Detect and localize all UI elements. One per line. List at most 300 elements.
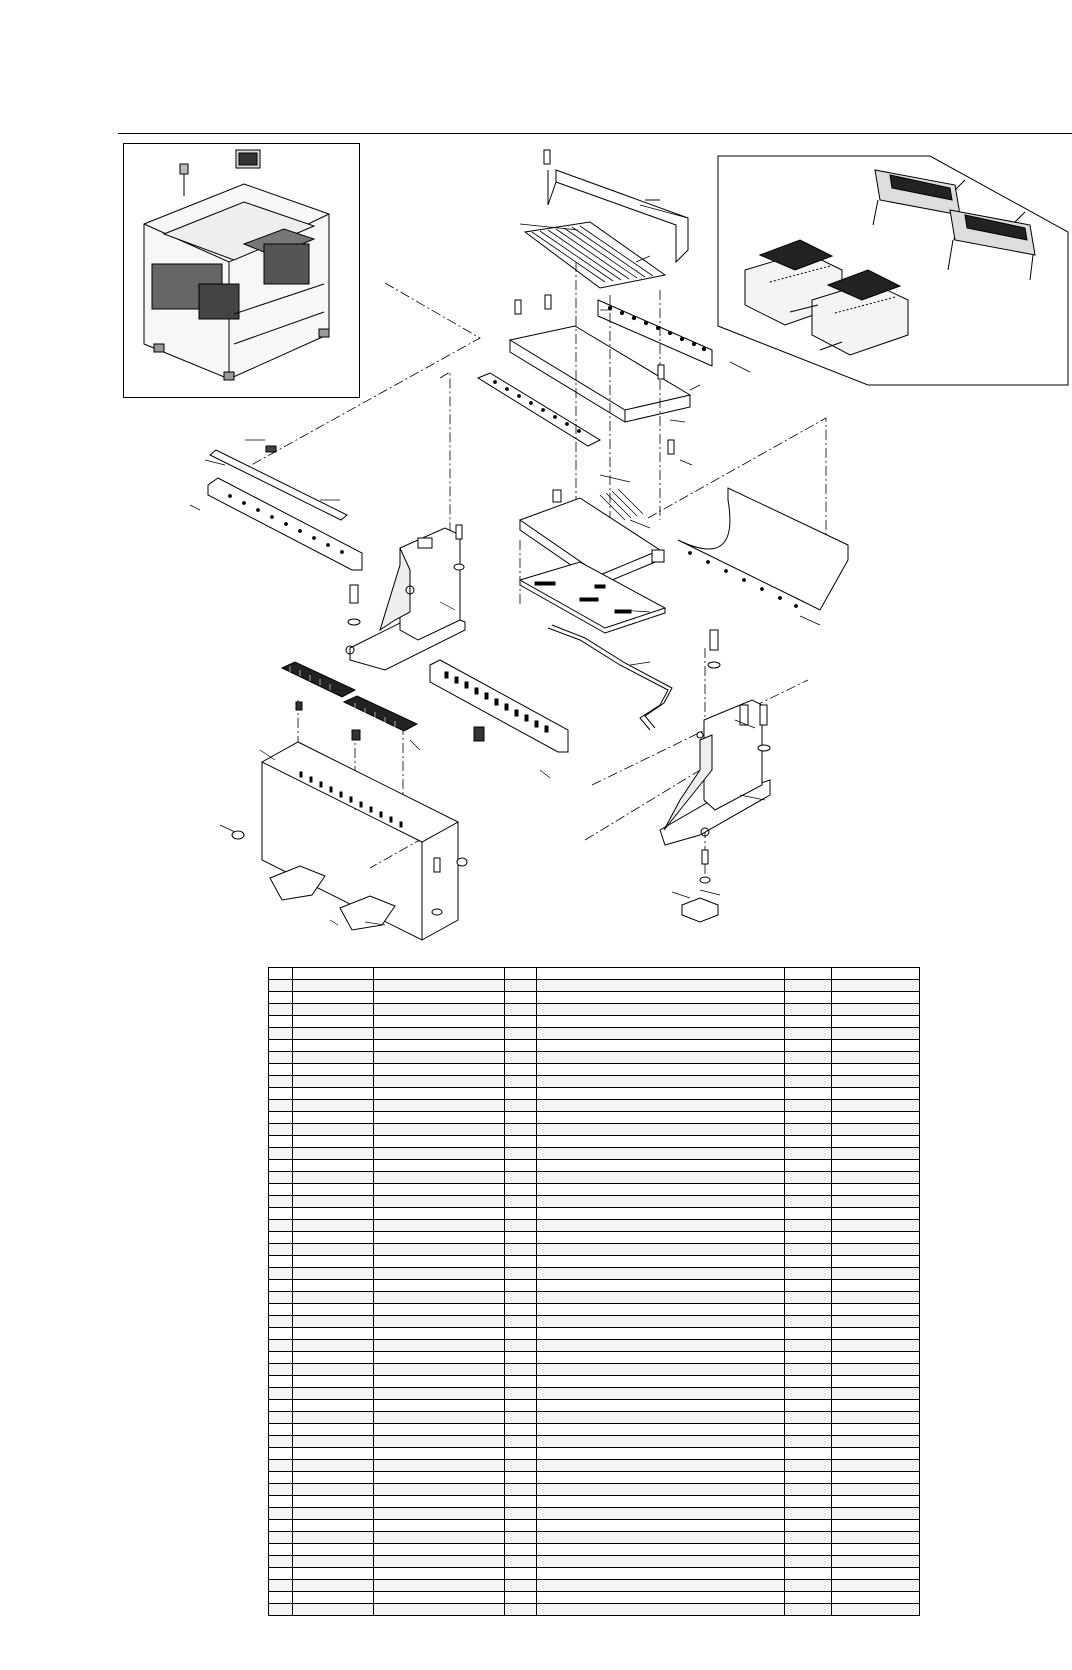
table-cell — [537, 968, 785, 980]
table-row — [269, 1604, 920, 1616]
table-cell — [832, 1472, 920, 1484]
table-cell — [269, 1436, 293, 1448]
table-cell — [537, 1472, 785, 1484]
table-row — [269, 1496, 920, 1508]
table-cell — [537, 1424, 785, 1436]
table-row — [269, 1304, 920, 1316]
table-cell — [293, 1268, 374, 1280]
table-cell — [785, 1100, 832, 1112]
table-cell — [832, 1340, 920, 1352]
table-cell — [374, 1400, 505, 1412]
table-row — [269, 1244, 920, 1256]
table-cell — [505, 1292, 537, 1304]
table-cell — [269, 1556, 293, 1568]
table-cell — [537, 1160, 785, 1172]
table-cell — [785, 1388, 832, 1400]
table-cell — [293, 1352, 374, 1364]
table-cell — [832, 1436, 920, 1448]
table-cell — [537, 1460, 785, 1472]
table-cell — [505, 1400, 537, 1412]
table-cell — [832, 1292, 920, 1304]
table-cell — [832, 992, 920, 1004]
table-cell — [537, 1448, 785, 1460]
table-cell — [537, 1292, 785, 1304]
table-cell — [785, 1604, 832, 1616]
table-cell — [505, 1100, 537, 1112]
table-row — [269, 1340, 920, 1352]
table-cell — [832, 1304, 920, 1316]
table-cell — [269, 1604, 293, 1616]
table-cell — [832, 980, 920, 992]
table-cell — [269, 1124, 293, 1136]
table-cell — [374, 1364, 505, 1376]
table-cell — [785, 980, 832, 992]
table-cell — [832, 1196, 920, 1208]
table-cell — [293, 1076, 374, 1088]
table-cell — [293, 1052, 374, 1064]
table-cell — [269, 1208, 293, 1220]
table-cell — [293, 1292, 374, 1304]
table-cell — [537, 1136, 785, 1148]
table-cell — [537, 1376, 785, 1388]
table-cell — [537, 1052, 785, 1064]
table-cell — [293, 1124, 374, 1136]
table-cell — [374, 1160, 505, 1172]
table-cell — [293, 1340, 374, 1352]
table-cell — [537, 1184, 785, 1196]
table-cell — [505, 1220, 537, 1232]
table-cell — [832, 1208, 920, 1220]
table-cell — [374, 1340, 505, 1352]
table-cell — [537, 1196, 785, 1208]
table-cell — [374, 1448, 505, 1460]
table-cell — [785, 1364, 832, 1376]
table-cell — [537, 1556, 785, 1568]
table-cell — [269, 1496, 293, 1508]
table-cell — [832, 1220, 920, 1232]
table-cell — [505, 1376, 537, 1388]
table-row — [269, 1424, 920, 1436]
table-cell — [505, 980, 537, 992]
table-cell — [505, 1508, 537, 1520]
table-cell — [293, 1580, 374, 1592]
table-cell — [374, 1076, 505, 1088]
table-cell — [269, 1484, 293, 1496]
table-cell — [505, 1232, 537, 1244]
table-cell — [293, 1436, 374, 1448]
table-row — [269, 980, 920, 992]
table-cell — [269, 1412, 293, 1424]
table-cell — [269, 1280, 293, 1292]
table-cell — [269, 1328, 293, 1340]
table-cell — [537, 1256, 785, 1268]
table-cell — [505, 1256, 537, 1268]
table-row — [269, 1184, 920, 1196]
table-cell — [269, 1292, 293, 1304]
table-cell — [269, 1088, 293, 1100]
table-cell — [269, 1112, 293, 1124]
table-cell — [293, 1256, 374, 1268]
table-cell — [269, 1172, 293, 1184]
table-row — [269, 1160, 920, 1172]
table-cell — [269, 1100, 293, 1112]
table-cell — [269, 1076, 293, 1088]
table-cell — [832, 1172, 920, 1184]
table-cell — [537, 1172, 785, 1184]
table-cell — [374, 1424, 505, 1436]
table-cell — [785, 1112, 832, 1124]
table-cell — [785, 1004, 832, 1016]
table-cell — [537, 1412, 785, 1424]
table-cell — [505, 1352, 537, 1364]
table-cell — [785, 1256, 832, 1268]
table-cell — [537, 1604, 785, 1616]
table-cell — [374, 1040, 505, 1052]
table-cell — [505, 1448, 537, 1460]
table-cell — [269, 1052, 293, 1064]
table-cell — [374, 1412, 505, 1424]
table-row — [269, 1076, 920, 1088]
feeder-bank-options-inset — [718, 156, 1068, 385]
table-cell — [537, 1220, 785, 1232]
table-cell — [505, 1580, 537, 1592]
table-cell — [832, 1028, 920, 1040]
table-row — [269, 1328, 920, 1340]
table-cell — [785, 1208, 832, 1220]
table-cell — [269, 1544, 293, 1556]
table-cell — [269, 1400, 293, 1412]
table-cell — [832, 1532, 920, 1544]
table-cell — [785, 1244, 832, 1256]
table-cell — [785, 1016, 832, 1028]
table-cell — [505, 1244, 537, 1256]
table-row — [269, 968, 920, 980]
table-row — [269, 992, 920, 1004]
table-cell — [269, 1256, 293, 1268]
table-row — [269, 1364, 920, 1376]
table-row — [269, 1028, 920, 1040]
table-cell — [269, 992, 293, 1004]
table-cell — [537, 1316, 785, 1328]
table-cell — [537, 1592, 785, 1604]
table-row — [269, 1172, 920, 1184]
table-cell — [269, 1532, 293, 1544]
table-cell — [269, 1340, 293, 1352]
table-cell — [785, 1040, 832, 1052]
table-cell — [785, 1352, 832, 1364]
table-cell — [269, 1028, 293, 1040]
table-cell — [293, 1484, 374, 1496]
table-cell — [293, 1328, 374, 1340]
table-cell — [293, 1244, 374, 1256]
table-cell — [537, 1076, 785, 1088]
table-cell — [537, 1040, 785, 1052]
table-cell — [293, 1028, 374, 1040]
table-cell — [785, 1568, 832, 1580]
table-cell — [537, 1580, 785, 1592]
table-cell — [293, 1172, 374, 1184]
table-cell — [785, 1316, 832, 1328]
table-cell — [293, 1148, 374, 1160]
table-cell — [785, 1136, 832, 1148]
table-cell — [505, 1196, 537, 1208]
table-cell — [374, 1520, 505, 1532]
table-cell — [374, 1220, 505, 1232]
table-cell — [269, 1460, 293, 1472]
table-cell — [269, 1004, 293, 1016]
table-cell — [785, 1544, 832, 1556]
table-cell — [269, 1148, 293, 1160]
table-cell — [537, 1280, 785, 1292]
table-cell — [785, 1472, 832, 1484]
table-cell — [374, 1052, 505, 1064]
table-cell — [505, 1124, 537, 1136]
table-cell — [374, 1148, 505, 1160]
table-row — [269, 1520, 920, 1532]
table-cell — [785, 1304, 832, 1316]
table-row — [269, 1388, 920, 1400]
table-cell — [293, 1472, 374, 1484]
table-cell — [374, 1604, 505, 1616]
table-cell — [293, 1520, 374, 1532]
table-cell — [293, 1388, 374, 1400]
table-row — [269, 1580, 920, 1592]
table-cell — [374, 968, 505, 980]
table-cell — [293, 980, 374, 992]
table-cell — [269, 1040, 293, 1052]
table-cell — [293, 1496, 374, 1508]
table-cell — [832, 1256, 920, 1268]
table-cell — [537, 1016, 785, 1028]
table-cell — [832, 1124, 920, 1136]
table-row — [269, 1448, 920, 1460]
table-cell — [785, 1172, 832, 1184]
table-cell — [832, 1412, 920, 1424]
table-row — [269, 1568, 920, 1580]
table-cell — [374, 1460, 505, 1472]
table-cell — [374, 1208, 505, 1220]
table-row — [269, 1064, 920, 1076]
table-row — [269, 1316, 920, 1328]
table-cell — [832, 1376, 920, 1388]
table-cell — [537, 1148, 785, 1160]
table-cell — [505, 1424, 537, 1436]
table-cell — [293, 968, 374, 980]
table-cell — [537, 1496, 785, 1508]
table-cell — [269, 980, 293, 992]
table-row — [269, 1256, 920, 1268]
table-cell — [785, 1520, 832, 1532]
table-cell — [537, 1088, 785, 1100]
table-cell — [293, 1112, 374, 1124]
table-cell — [537, 1232, 785, 1244]
table-cell — [505, 1280, 537, 1292]
table-cell — [269, 1244, 293, 1256]
table-cell — [537, 1532, 785, 1544]
table-cell — [832, 1100, 920, 1112]
table-row — [269, 1556, 920, 1568]
table-cell — [505, 968, 537, 980]
table-cell — [374, 1232, 505, 1244]
table-cell — [374, 1376, 505, 1388]
table-cell — [269, 1304, 293, 1316]
table-cell — [832, 1088, 920, 1100]
table-cell — [832, 1352, 920, 1364]
table-cell — [293, 1376, 374, 1388]
table-cell — [832, 1604, 920, 1616]
table-cell — [537, 1364, 785, 1376]
table-cell — [505, 1160, 537, 1172]
table-cell — [293, 1160, 374, 1172]
table-cell — [269, 1520, 293, 1532]
table-cell — [269, 1016, 293, 1028]
table-cell — [374, 1292, 505, 1304]
table-row — [269, 1208, 920, 1220]
table-cell — [269, 1064, 293, 1076]
table-cell — [537, 1568, 785, 1580]
table-cell — [269, 1220, 293, 1232]
table-cell — [505, 1316, 537, 1328]
table-row — [269, 1220, 920, 1232]
table-cell — [505, 1052, 537, 1064]
table-cell — [785, 992, 832, 1004]
table-cell — [269, 1472, 293, 1484]
table-cell — [293, 1136, 374, 1148]
table-cell — [505, 992, 537, 1004]
table-cell — [374, 1592, 505, 1604]
table-cell — [374, 980, 505, 992]
table-cell — [269, 1448, 293, 1460]
table-cell — [374, 1556, 505, 1568]
table-cell — [832, 1568, 920, 1580]
table-cell — [374, 1304, 505, 1316]
table-cell — [505, 1184, 537, 1196]
table-cell — [505, 1412, 537, 1424]
table-cell — [537, 1352, 785, 1364]
table-cell — [293, 1364, 374, 1376]
table-cell — [374, 1016, 505, 1028]
table-cell — [374, 1352, 505, 1364]
table-cell — [374, 1004, 505, 1016]
table-cell — [785, 1508, 832, 1520]
table-cell — [293, 1004, 374, 1016]
table-cell — [269, 1352, 293, 1364]
table-cell — [832, 1556, 920, 1568]
table-cell — [832, 1364, 920, 1376]
table-cell — [505, 1136, 537, 1148]
table-cell — [537, 1328, 785, 1340]
table-cell — [785, 1436, 832, 1448]
table-cell — [785, 1328, 832, 1340]
table-cell — [374, 1544, 505, 1556]
table-cell — [785, 1220, 832, 1232]
table-cell — [374, 1496, 505, 1508]
table-cell — [832, 1268, 920, 1280]
table-cell — [832, 1400, 920, 1412]
table-cell — [293, 1532, 374, 1544]
table-cell — [785, 1076, 832, 1088]
table-cell — [832, 1160, 920, 1172]
parts-table-body — [269, 968, 920, 1616]
table-cell — [832, 1460, 920, 1472]
table-cell — [785, 1160, 832, 1172]
table-cell — [293, 1064, 374, 1076]
table-cell — [293, 1220, 374, 1232]
table-cell — [832, 1424, 920, 1436]
table-cell — [832, 1592, 920, 1604]
table-cell — [505, 1592, 537, 1604]
table-cell — [505, 1076, 537, 1088]
table-cell — [505, 1004, 537, 1016]
table-cell — [537, 1004, 785, 1016]
table-cell — [374, 1388, 505, 1400]
table-cell — [374, 1028, 505, 1040]
table-row — [269, 1400, 920, 1412]
table-cell — [537, 1388, 785, 1400]
table-cell — [505, 1208, 537, 1220]
table-cell — [374, 1064, 505, 1076]
table-row — [269, 1484, 920, 1496]
table-cell — [505, 1568, 537, 1580]
table-cell — [537, 1484, 785, 1496]
table-cell — [374, 1100, 505, 1112]
table-cell — [505, 1520, 537, 1532]
table-cell — [293, 1544, 374, 1556]
table-cell — [785, 968, 832, 980]
table-cell — [293, 1208, 374, 1220]
table-row — [269, 1088, 920, 1100]
table-row — [269, 1592, 920, 1604]
table-cell — [293, 1412, 374, 1424]
table-cell — [832, 1148, 920, 1160]
table-cell — [832, 1232, 920, 1244]
table-cell — [269, 1268, 293, 1280]
table-cell — [832, 1508, 920, 1520]
table-cell — [374, 1532, 505, 1544]
table-cell — [293, 1460, 374, 1472]
table-row — [269, 1016, 920, 1028]
table-cell — [537, 980, 785, 992]
table-cell — [537, 1400, 785, 1412]
table-cell — [374, 1268, 505, 1280]
table-cell — [537, 1244, 785, 1256]
table-cell — [785, 1232, 832, 1244]
table-cell — [269, 968, 293, 980]
table-cell — [374, 1256, 505, 1268]
table-cell — [374, 1436, 505, 1448]
table-cell — [785, 1496, 832, 1508]
table-cell — [269, 1196, 293, 1208]
table-cell — [832, 1064, 920, 1076]
table-cell — [832, 1544, 920, 1556]
table-cell — [537, 1268, 785, 1280]
table-cell — [505, 1556, 537, 1568]
table-cell — [269, 1364, 293, 1376]
table-row — [269, 1004, 920, 1016]
table-cell — [785, 1088, 832, 1100]
table-cell — [505, 1040, 537, 1052]
table-row — [269, 1508, 920, 1520]
table-cell — [293, 1424, 374, 1436]
table-row — [269, 1040, 920, 1052]
table-cell — [374, 1484, 505, 1496]
table-cell — [293, 1508, 374, 1520]
table-cell — [293, 1304, 374, 1316]
table-cell — [537, 1112, 785, 1124]
table-cell — [293, 1280, 374, 1292]
table-cell — [832, 1244, 920, 1256]
table-cell — [374, 1124, 505, 1136]
